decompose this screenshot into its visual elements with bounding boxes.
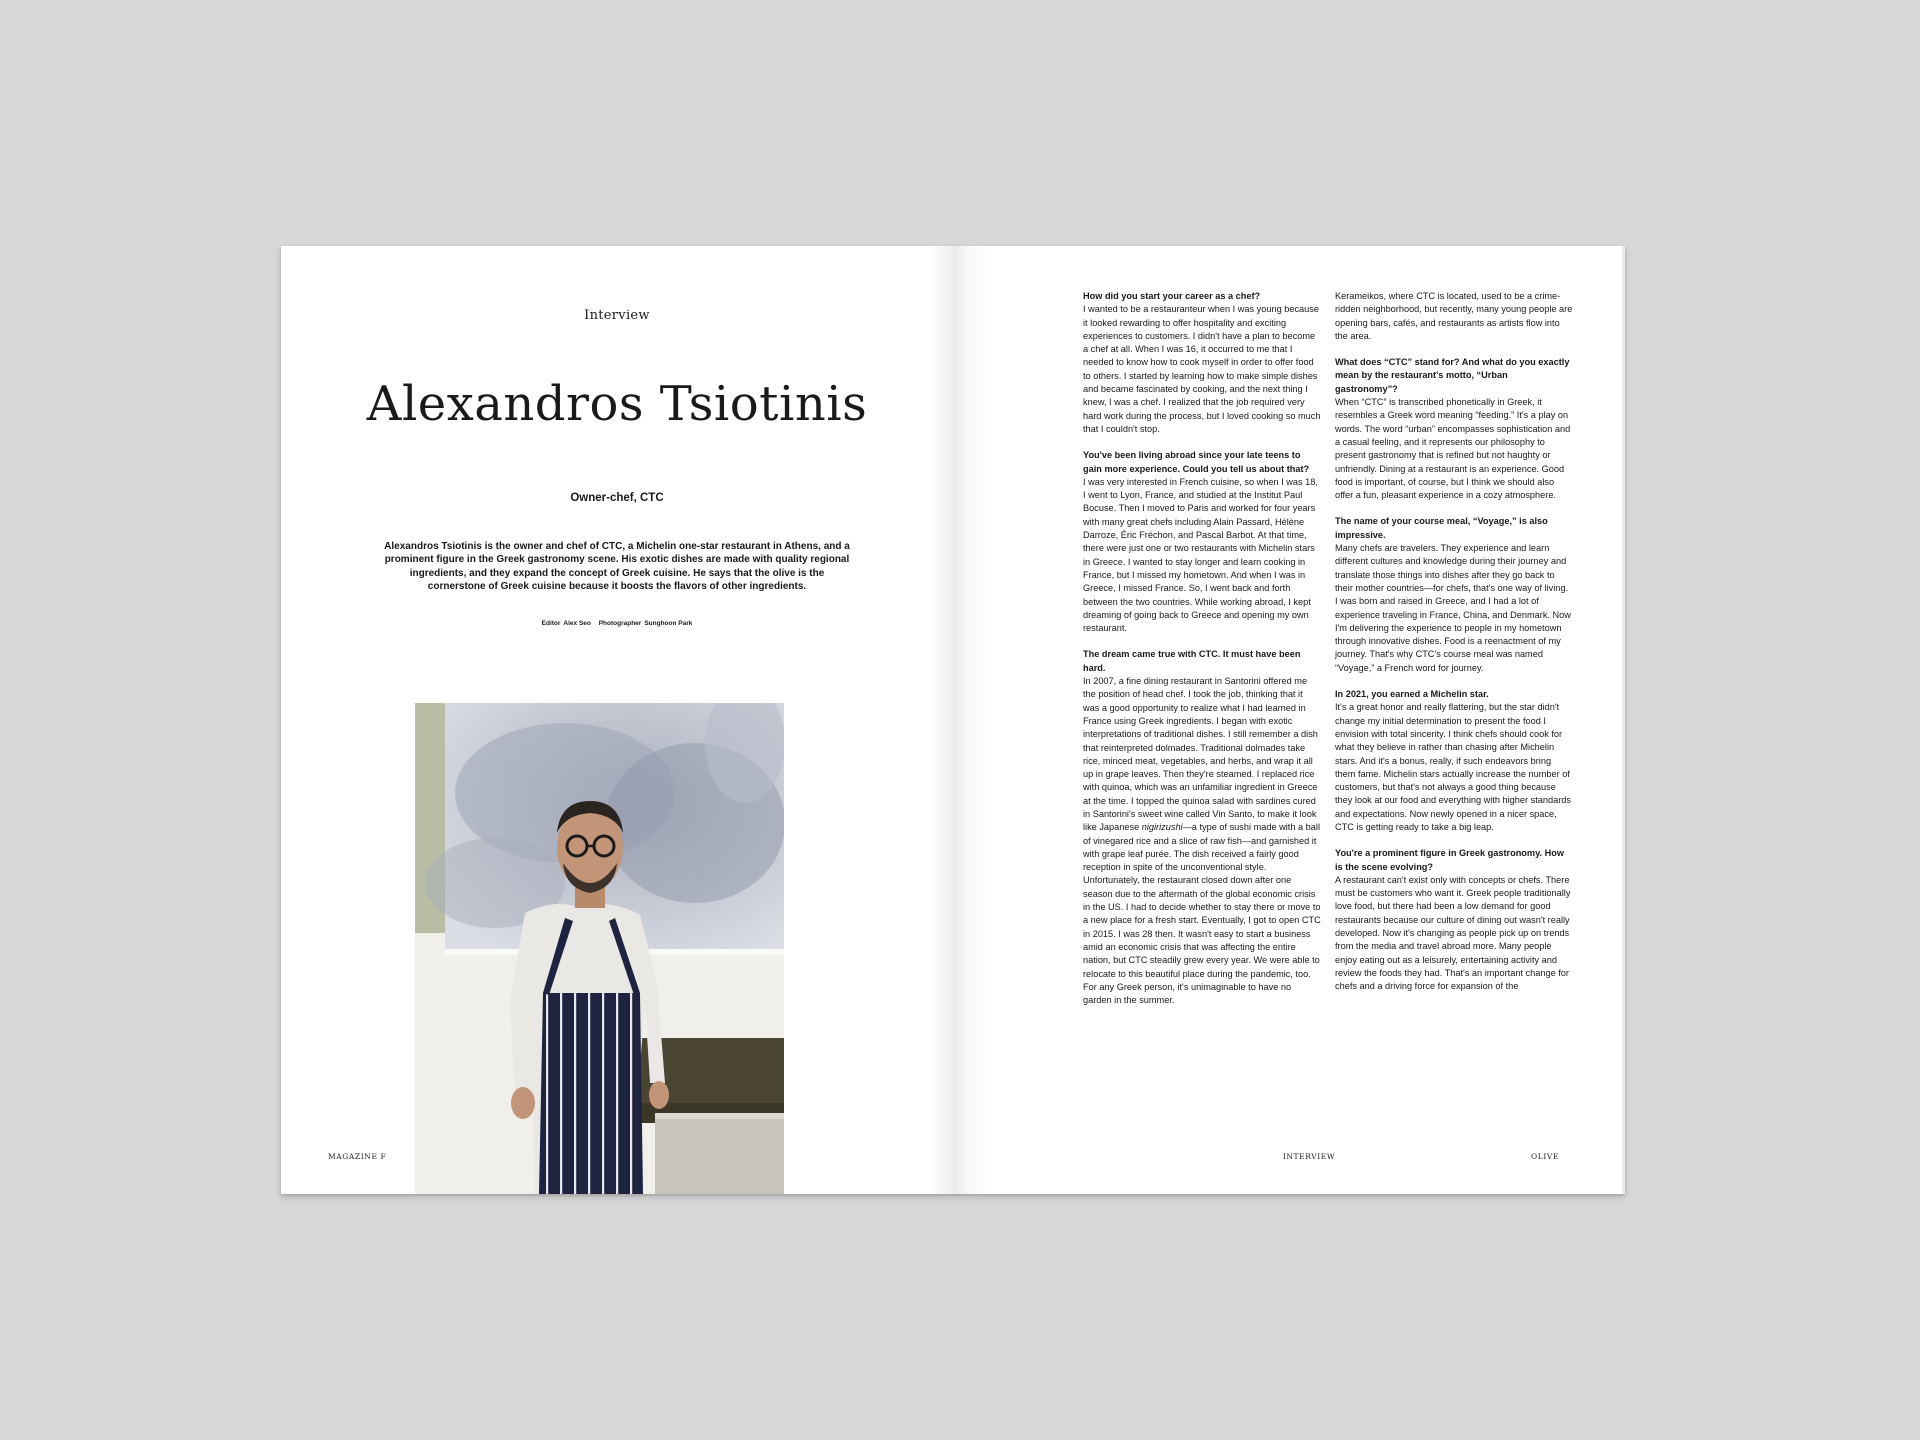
qa-block [1335, 290, 1573, 343]
intro-paragraph: Alexandros Tsiotinis is the owner and chef of CTC, a Michelin one-star restaurant in Athens, and a prominent figure in the Greek gastronomy scene. His exotic dishes are made with quality regional ingredients, and they expand the concept of Greek cuisine. He says that the olive is the cornerstone of Greek cuisine because it boosts the flavors of other ingredients. [384, 541, 850, 593]
answer: I wanted to be a restauranteur when I was young because it looked rewarding to offer hospitality and exciting experiences to customers. I didn't have a plan to become a chef at all. When I was 16, it occurred to me that I needed to know how to cook myself in order to offer food to others. I started by learning how to make simple dishes and became fascinated by cooking, and the next thing I knew, I was a chef. I realized that the job required very hard work during the process, but I loved cooking so much that I couldn't stop. [1083, 304, 1321, 434]
editor-label: Editor [541, 620, 561, 627]
section-label: Interview [584, 308, 650, 323]
question: The dream came true with CTC. It must have been hard. [1083, 649, 1301, 673]
question: In 2021, you earned a Michelin star. [1335, 689, 1489, 700]
question: What does “CTC” stand for? And what do you exactly mean by the restaurant's motto, “Urban gastronomy”? [1335, 357, 1570, 394]
photographer-label: Photographer [598, 620, 642, 627]
answer-text: In 2007, a fine dining restaurant in Santorini offered me the position of head chef. I took the job, thinking that it was a good opportunity to realize what I had learned in France using Greek ingredients. I began with exotic interpretations of traditional dishes. I still remember a dish that reinterpreted dolmades. Traditional dolmades take rice, minced meat, vegetables, and herbs, and wrap it all up in grape leaves. Then they're steamed. I replaced rice with quinoa, which was an unfamiliar ingredient in Greece at the time. I topped the quinoa salad with sardines cured in Santorini's sweet wine called Vin Santo, to make it look like Japanese [1083, 676, 1318, 833]
qa-block [1083, 290, 1321, 436]
folio-olive: OLIVE [1531, 1152, 1559, 1161]
question: You've been living abroad since your late teens to gain more experience. Could you tell us about that? [1083, 450, 1310, 474]
folio-magazine: MAGAZINE F [328, 1152, 387, 1161]
qa-block [1335, 356, 1573, 502]
left-page [281, 246, 953, 1194]
answer: Kerameikos, where CTC is located, used to be a crime-ridden neighborhood, but recently, many young people are opening bars, cafés, and restaurants as artists flow into the area. [1335, 291, 1573, 341]
question: How did you start your career as a chef? [1083, 291, 1261, 301]
answer-text: —a type of sushi made with a ball of vinegared rice and a slice of raw fish—and garnished it with grape leaf purée. The dish received a fairly good reception in spite of the unconventional style. Unfortunately, the restaurant closed down after one season due to the aftermath of the global economic crisis in the US. I had to decide whether to stay there or move to a new place for a fresh start. Eventually, I got to open CTC in 2015. I was 28 then. It wasn't easy to start a business amid an economic crisis that was affecting the entire nation, but CTC steadily grew every year. We were able to relocate to this beautiful place during the pandemic, too. For any Greek person, it's unimaginable to have no garden in the summer. [1083, 822, 1321, 1006]
answer: Many chefs are travelers. They experience and learn different cultures and knowledge during their journey and translate those things into dishes after they go back to their mother countries—for chefs, that's one way of living. I was born and raised in Greece, and I had a lot of experience traveling in France, China, and Denmark. Now I'm delivering the experience to people in my hometown through innovative dishes. Food is a reenactment of my journey. That's why CTC's course meal was named “Voyage,” a French word for journey. [1335, 543, 1571, 673]
magazine-spread [281, 246, 1625, 1194]
qa-block [1083, 648, 1321, 1007]
interview-title: Alexandros Tsiotinis [366, 376, 868, 432]
answer: A restaurant can't exist only with concepts or chefs. There must be customers who want it. Greek people traditionally love food, but there had been a low demand for good restaurants because our culture of dining out wasn't really developed. Now it's changing as people pick up on trends from the media and travel abroad more. Many people enjoy eating out as a leisurely, entertaining activity and review the foods they had. That's an important change for chefs and a driving force for expansion of the [1335, 874, 1571, 992]
editor-name: Alex Seo [563, 620, 591, 627]
qa-block [1335, 515, 1573, 675]
chef-portrait-photo [415, 703, 784, 1194]
right-page [953, 246, 1625, 1194]
text-column-1 [1083, 290, 1321, 1020]
chef-portrait-illustration [415, 703, 784, 1194]
question: The name of your course meal, “Voyage,” is also impressive. [1335, 516, 1548, 540]
answer [1083, 675, 1321, 1007]
answer: When “CTC” is transcribed phonetically in Greek, it resembles a Greek word meaning “feeding.” It's a play on words. The word “urban” encompasses sophistication and a casual feeling, and it represents our philosophy to present gastronomy that is refined but not haughty or unfriendly. Dining at a restaurant is an experience. Good food is important, of course, but I think we should also offer a fun, pleasant experience in a cozy atmosphere. [1335, 397, 1571, 501]
qa-block [1083, 449, 1321, 635]
credits-line [281, 620, 953, 627]
answer: It's a great honor and really flattering, but the star didn't change my initial determination to present the food I envision with total sincerity. I think chefs should cook for what they believe in rather than chasing after Michelin stars. And it's a bonus, really, if such endeavors bring them fame. Michelin stars actually increase the number of customers, but that's not always a good thing because they look at our food and everything with higher standards and expectations. Now newly opened in a nicer space, CTC is getting ready to take a big leap. [1335, 702, 1571, 832]
folio-section: INTERVIEW [1282, 1152, 1336, 1161]
answer: I was very interested in French cuisine, so when I was 18, I went to Lyon, France, and studied at the Institut Paul Bocuse. Then I moved to Paris and worked for four years with many great chefs including Alain Passard, Hélène Darroze, Éric Fréchon, and Pascal Barbot. At that time, there were just one or two restaurants with Michelin stars in Greece. I wanted to stay longer and learn cooking in France, but I missed my hometown. And when I was in Greece, I missed France. So, I went back and forth between the two countries. While working abroad, I kept dreaming of going back to Greece and opening my own restaurant. [1083, 476, 1318, 634]
answer-italic-term: nigirizushi [1141, 822, 1183, 833]
qa-block [1335, 847, 1573, 993]
question: You're a prominent figure in Greek gastronomy. How is the scene evolving? [1335, 848, 1565, 872]
text-column-2 [1335, 290, 1573, 1007]
qa-block [1335, 688, 1573, 834]
photographer-name: Sunghoon Park [644, 620, 693, 627]
interviewee-role: Owner-chef, CTC [570, 492, 664, 504]
